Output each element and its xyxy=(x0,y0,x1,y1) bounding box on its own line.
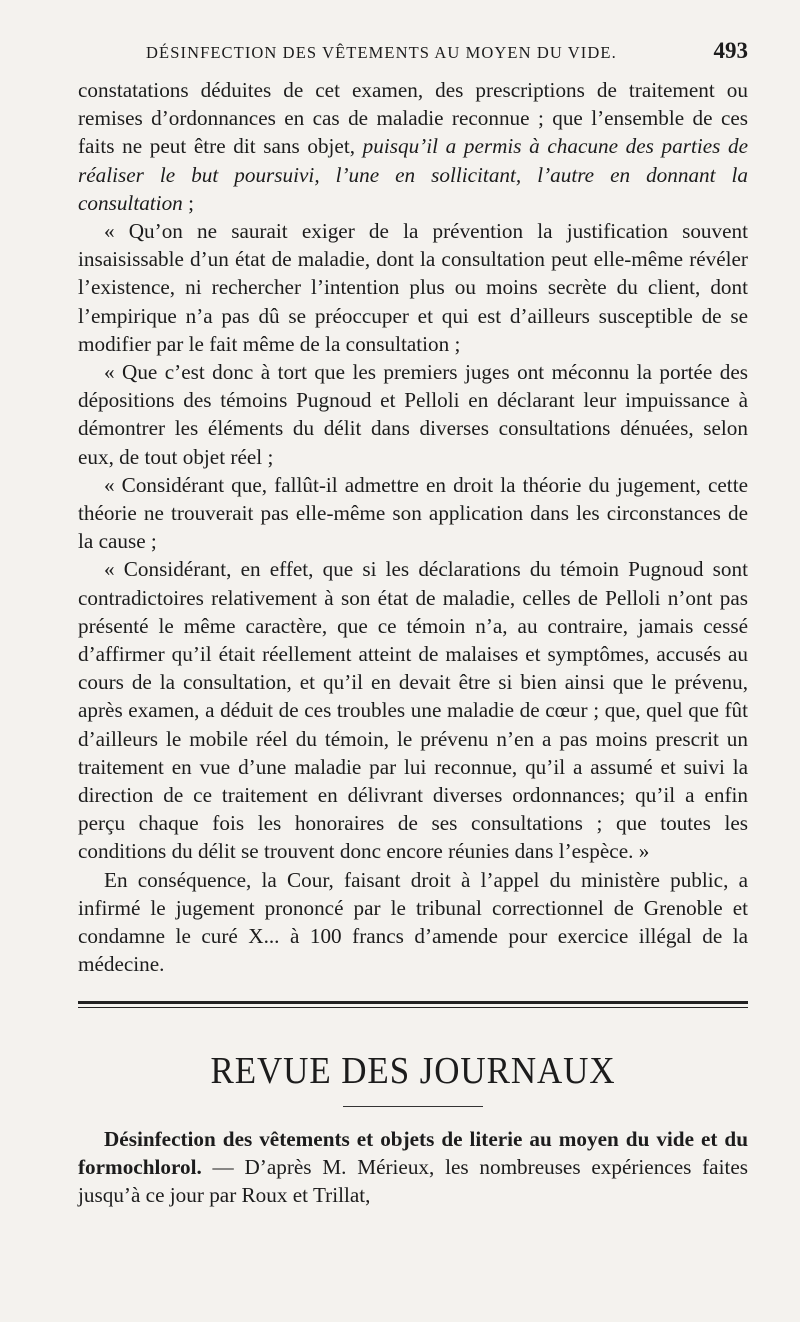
paragraph-1-italic: puisqu’il a permis à chacune des parties de réaliser le but poursuivi, l’une en sollicitant, l’autre en donnant la consultation xyxy=(78,134,748,215)
page-number: 493 xyxy=(713,38,748,63)
running-head xyxy=(78,38,748,76)
article xyxy=(78,1125,748,1210)
paragraph-2: « Qu’on ne saurait exiger de la prévention la justification souvent insaisissable d’un état de maladie, dont la consultation peut elle-même révéler l’existence, ni rechercher l’intention plus ou moins secrète du client, dont l’empirique n’a pas dû se préoccuper et qui est d’ailleurs susceptible de se modifier par le fait même de la consultation ; xyxy=(78,219,748,356)
section-title-underline xyxy=(343,1106,483,1107)
paragraph-5: « Considérant, en effet, que si les déclarations du témoin Pugnoud sont contradictoires relativement à son état de maladie, celles de Pelloli n’ont pas présenté le même caractère, que ce témoin n’a, au contraire, jamais cessé d’affirmer qu’il était réellement atteint de malaises et symptômes, accusés au cours de la consultation, et qu’il en devait être si bien ainsi que le prévenu, après examen, a déduit de ces troubles une maladie de cœur ; que, quel que fût d’ailleurs le mobile réel du témoin, le prévenu n’en a pas moins prescrit un traitement en vue d’une maladie par lui reconnue, qu’il a assumé et suivi la direction de ce traitement en délivrant diverses ordonnances; qu’il a enfin perçu chaque fois les honoraires de ses consultations ; que toutes les conditions du délit se trouvent donc encore réunies dans l’espèce. » xyxy=(78,557,748,864)
paragraph-1-end: ; xyxy=(182,190,194,215)
divider-thin-rule xyxy=(78,1007,748,1008)
article-text: — D’après M. Mérieux, les nombreuses expériences faites jusqu’à ce jour par Roux et Trillat, xyxy=(78,1154,748,1207)
body-text xyxy=(78,76,748,979)
paragraph-6: En conséquence, la Cour, faisant droit à l’appel du ministère public, a infirmé le jugement prononcé par le tribunal correctionnel de Grenoble et condamne le curé X... à 100 francs d’amende pour exercice illégal de la médecine. xyxy=(78,867,748,977)
article-title: Désinfection des vêtements et objets de literie au moyen du vide et du formochlorol. xyxy=(78,1126,748,1179)
paragraph-1-text: constatations déduites de cet examen, des prescriptions de traitement ou remises d’ordonnances en cas de maladie reconnue ; que l’ensemble de ces faits ne peut être dit sans objet, xyxy=(78,78,748,159)
paragraph-3: « Que c’est donc à tort que les premiers juges ont méconnu la portée des dépositions des témoins Pugnoud et Pelloli en déclarant leur impuissance à démontrer les éléments du délit dans diverses consultations dénuées, selon eux, de tout objet réel ; xyxy=(78,360,748,469)
running-title: DÉSINFECTION DES VÊTEMENTS AU MOYEN DU VIDE. xyxy=(146,43,617,62)
paragraph-1 xyxy=(78,76,748,217)
book-page xyxy=(78,38,748,1209)
article-paragraph xyxy=(78,1125,748,1210)
section-title: REVUE DES JOURNAUX xyxy=(210,1049,616,1092)
divider-thick-rule xyxy=(78,1001,748,1004)
paragraph-4: « Considérant que, fallût-il admettre en droit la théorie du jugement, cette théorie ne trouverait pas elle-même son application dans les circonstances de la cause ; xyxy=(78,472,748,554)
section-divider xyxy=(78,1001,748,1008)
